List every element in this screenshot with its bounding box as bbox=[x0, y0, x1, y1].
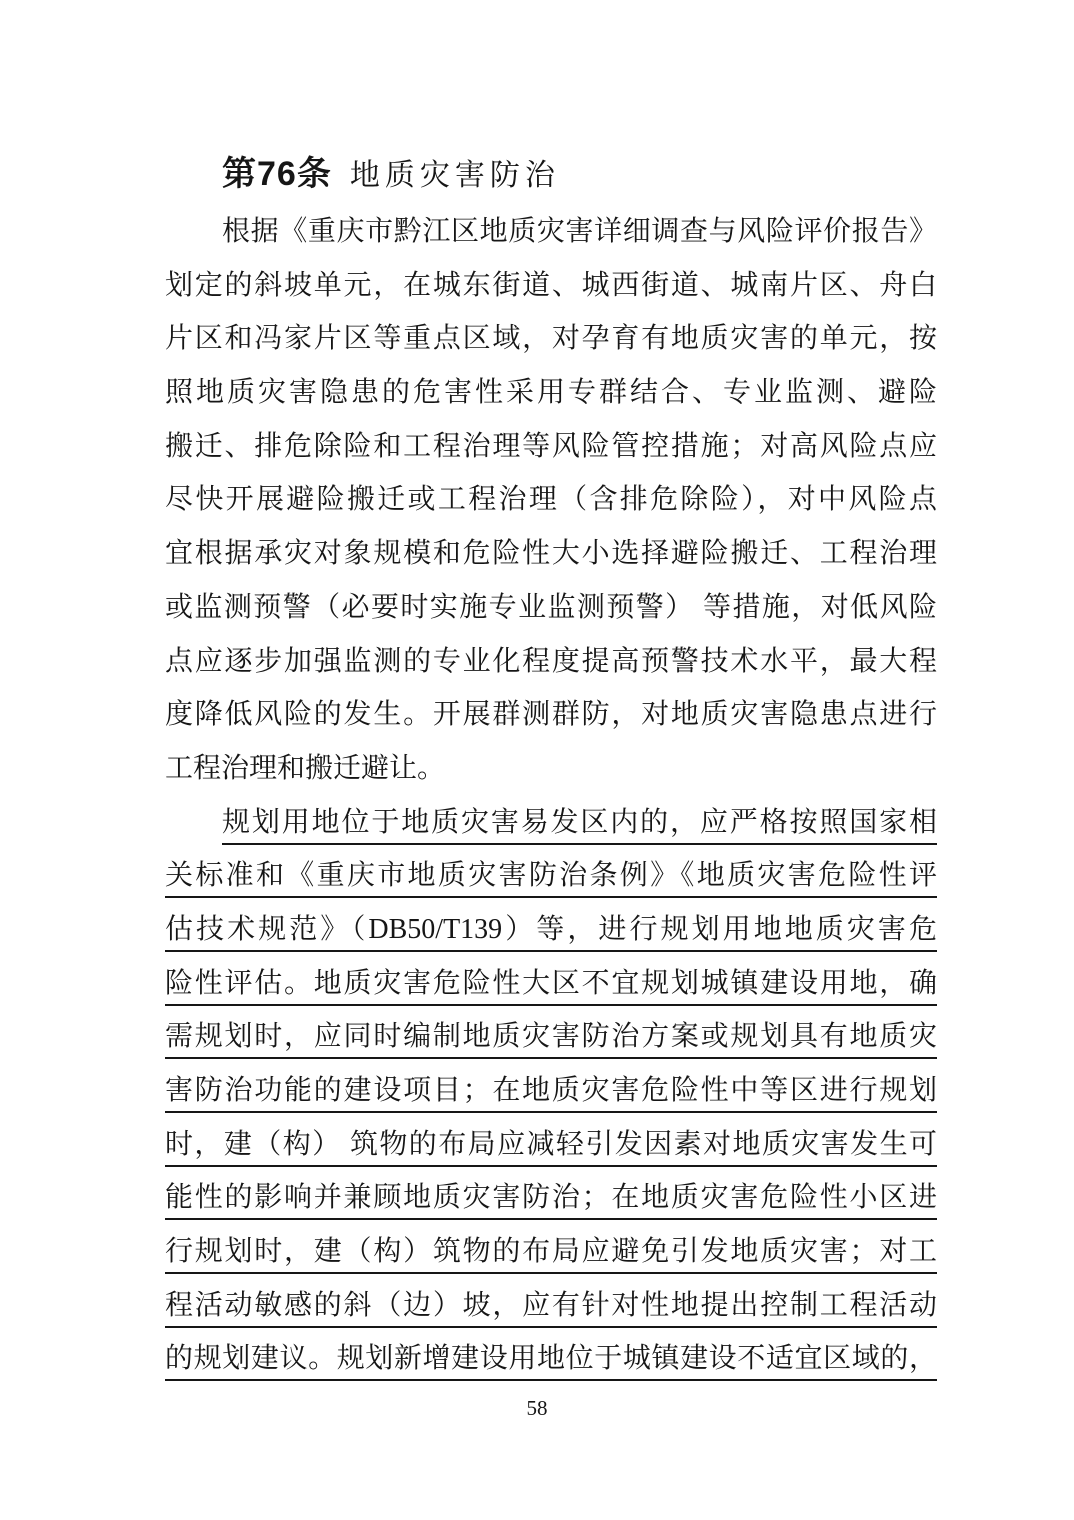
paragraph-line: 害防治功能的建设项目；在地质灾害危险性中等区进行规划 bbox=[165, 1075, 937, 1106]
paragraph-line: 划定的斜坡单元，在城东街道、城西街道、城南片区、舟白 bbox=[165, 269, 937, 301]
paragraph-line: 点应逐步加强监测的专业化程度提高预警技术水平，最大程 bbox=[165, 645, 937, 677]
paragraph-line: 的规划建议。规划新增建设用地位于城镇建设不适宜区域的， bbox=[165, 1343, 937, 1375]
paragraph-line: 规划用地位于地质灾害易发区内的，应严格按照国家相 bbox=[222, 806, 937, 838]
paragraph-line: 根据《重庆市黔江区地质灾害详细调查与风险评价报告》 bbox=[222, 216, 937, 247]
paragraph-line: 行规划时，建（构）筑物的布局应避免引发地质灾害；对工 bbox=[165, 1236, 937, 1268]
article-heading bbox=[165, 146, 937, 205]
paragraph-line: 宜根据承灾对象规模和危险性大小选择避险搬迁、工程治理 bbox=[165, 538, 937, 570]
paragraph-risk-control bbox=[165, 205, 937, 796]
paragraph-line: 搬迁、排危除险和工程治理等风险管控措施；对高风险点应 bbox=[165, 430, 937, 462]
paragraph-line: 或监测预警（必要时实施专业监测预警） 等措施，对低风险 bbox=[165, 591, 937, 623]
text-column bbox=[165, 146, 937, 1386]
paragraph-line: 时，建（构） 筑物的布局应减轻引发因素对地质灾害发生可 bbox=[165, 1128, 937, 1160]
article-number: 第76条 bbox=[222, 155, 332, 193]
paragraph-line: 估技术规范》（DB50/T139）等，进行规划用地地质灾害危 bbox=[165, 913, 937, 945]
paragraph-line: 照地质灾害隐患的危害性采用专群结合、专业监测、避险 bbox=[165, 377, 937, 409]
paragraph-line: 程活动敏感的斜（边）坡，应有针对性地提出控制工程活动 bbox=[165, 1289, 937, 1321]
paragraph-line: 险性评估。地质灾害危险性大区不宜规划城镇建设用地，确 bbox=[165, 967, 937, 999]
paragraph-line: 能性的影响并兼顾地质灾害防治；在地质灾害危险性小区进 bbox=[165, 1182, 937, 1214]
article-title: 地质灾害防治 bbox=[349, 159, 560, 192]
paragraph-planning-underlined bbox=[165, 796, 937, 1387]
paragraph-line: 尽快开展避险搬迁或工程治理（含排危除险），对中风险点 bbox=[165, 484, 937, 516]
paragraph-line: 片区和冯家片区等重点区域，对孕育有地质灾害的单元，按 bbox=[165, 323, 937, 355]
page-number: 58 bbox=[526, 1396, 548, 1420]
paragraph-line: 需规划时，应同时编制地质灾害防治方案或规划具有地质灾 bbox=[165, 1021, 937, 1053]
paragraph-line: 度降低风险的发生。开展群测群防，对地质灾害隐患点进行 bbox=[165, 699, 937, 731]
paragraph-line: 关标准和《重庆市地质灾害防治条例》《地质灾害危险性评 bbox=[165, 860, 937, 892]
paragraph-line: 工程治理和搬迁避让。 bbox=[165, 752, 446, 784]
